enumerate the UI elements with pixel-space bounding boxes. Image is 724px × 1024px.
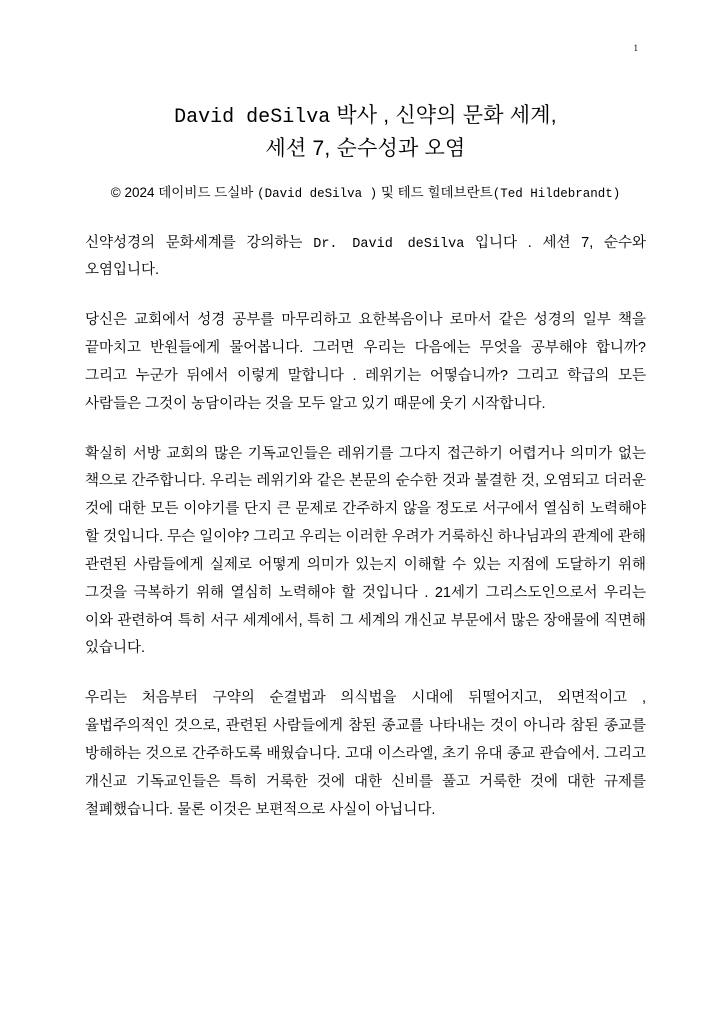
paragraph-1-after: 입니다 . 세션 7, 순수와 오염입니다. (85, 234, 646, 279)
paragraph-2: 당신은 교회에서 성경 공부를 마무리하고 요한복음이나 로마서 같은 성경의 일부 책을 끝마치고 반원들에게 물어봅니다. 그러면 우리는 다음에는 무엇을 공부해야 합니까? 그리고 누군가 뒤에서 이렇게 말합니다 . 레위기는 어떻습니까? 그리고 학급의 모든 사람들은 그것이 농담이라는 것을 모두 알고 있기 때문에 웃기 시작합니다. (85, 312, 646, 412)
page-title-line2: 세션 7, 순수성과 오염 (265, 137, 466, 160)
paragraph-1 (85, 230, 646, 286)
paragraph-1-before: 신약성경의 문화세계를 강의하는 (85, 234, 314, 251)
page-number: 1 (633, 43, 638, 53)
page-title-author: David deSilva (174, 106, 331, 129)
copyright-editor-latin: (Ted Hildebrandt) (492, 186, 621, 201)
copyright-notice (85, 182, 646, 204)
copyright-middle: 및 테드 힐데브란트 (377, 184, 493, 200)
paragraph-1-speaker-name: Dr. David deSilva (313, 236, 465, 252)
page-title-line1-rest: 박사 , 신약의 문화 세계, (330, 104, 557, 127)
page-title (85, 100, 646, 166)
copyright-prefix: © 2024 데이비드 드실바 (110, 184, 258, 200)
copyright-author-latin: (David deSilva ) (257, 186, 378, 201)
paragraph-3: 확실히 서방 교회의 많은 기독교인들은 레위기를 그다지 접근하기 어렵거나 의미가 없는 책으로 간주합니다. 우리는 레위기와 같은 본문의 순수한 것과 불결한 것, 오염되고 더러운 것에 대한 모든 이야기를 단지 큰 문제로 간주하지 않을 정도로 서구에서 열심히 노력해야 할 것입니다. 무슨 일이야? 그리고 우리는 이러한 우려가 거룩하신 하나님과의 관계에 관해 관련된 사람들에게 실제로 어떻게 의미가 있는지 이해할 수 있는 지점에 도달하기 위해 그것을 극복하기 위해 열심히 노력해야 할 것입니다 . 21세기 그리스도인으로서 우리는 이와 관련하여 특히 서구 세계에서, 특히 그 세계의 개신교 부문에서 많은 장애물에 직면해 있습니다. (85, 445, 646, 657)
paragraph-4: 우리는 처음부터 구약의 순결법과 의식법을 시대에 뒤떨어지고, 외면적이고 , 율법주의적인 것으로, 관련된 사람들에게 참된 종교를 나타내는 것이 아니라 참된 종교를 방해하는 것으로 간주하도록 배웠습니다. 고대 이스라엘, 초기 유대 종교 관습에서. 그리고 개신교 기독교인들은 특히 거룩한 것에 대한 신비를 풀고 거룩한 것에 대한 규제를 철폐했습니다. 물론 이것은 보편적으로 사실이 아닙니다. (85, 690, 646, 818)
